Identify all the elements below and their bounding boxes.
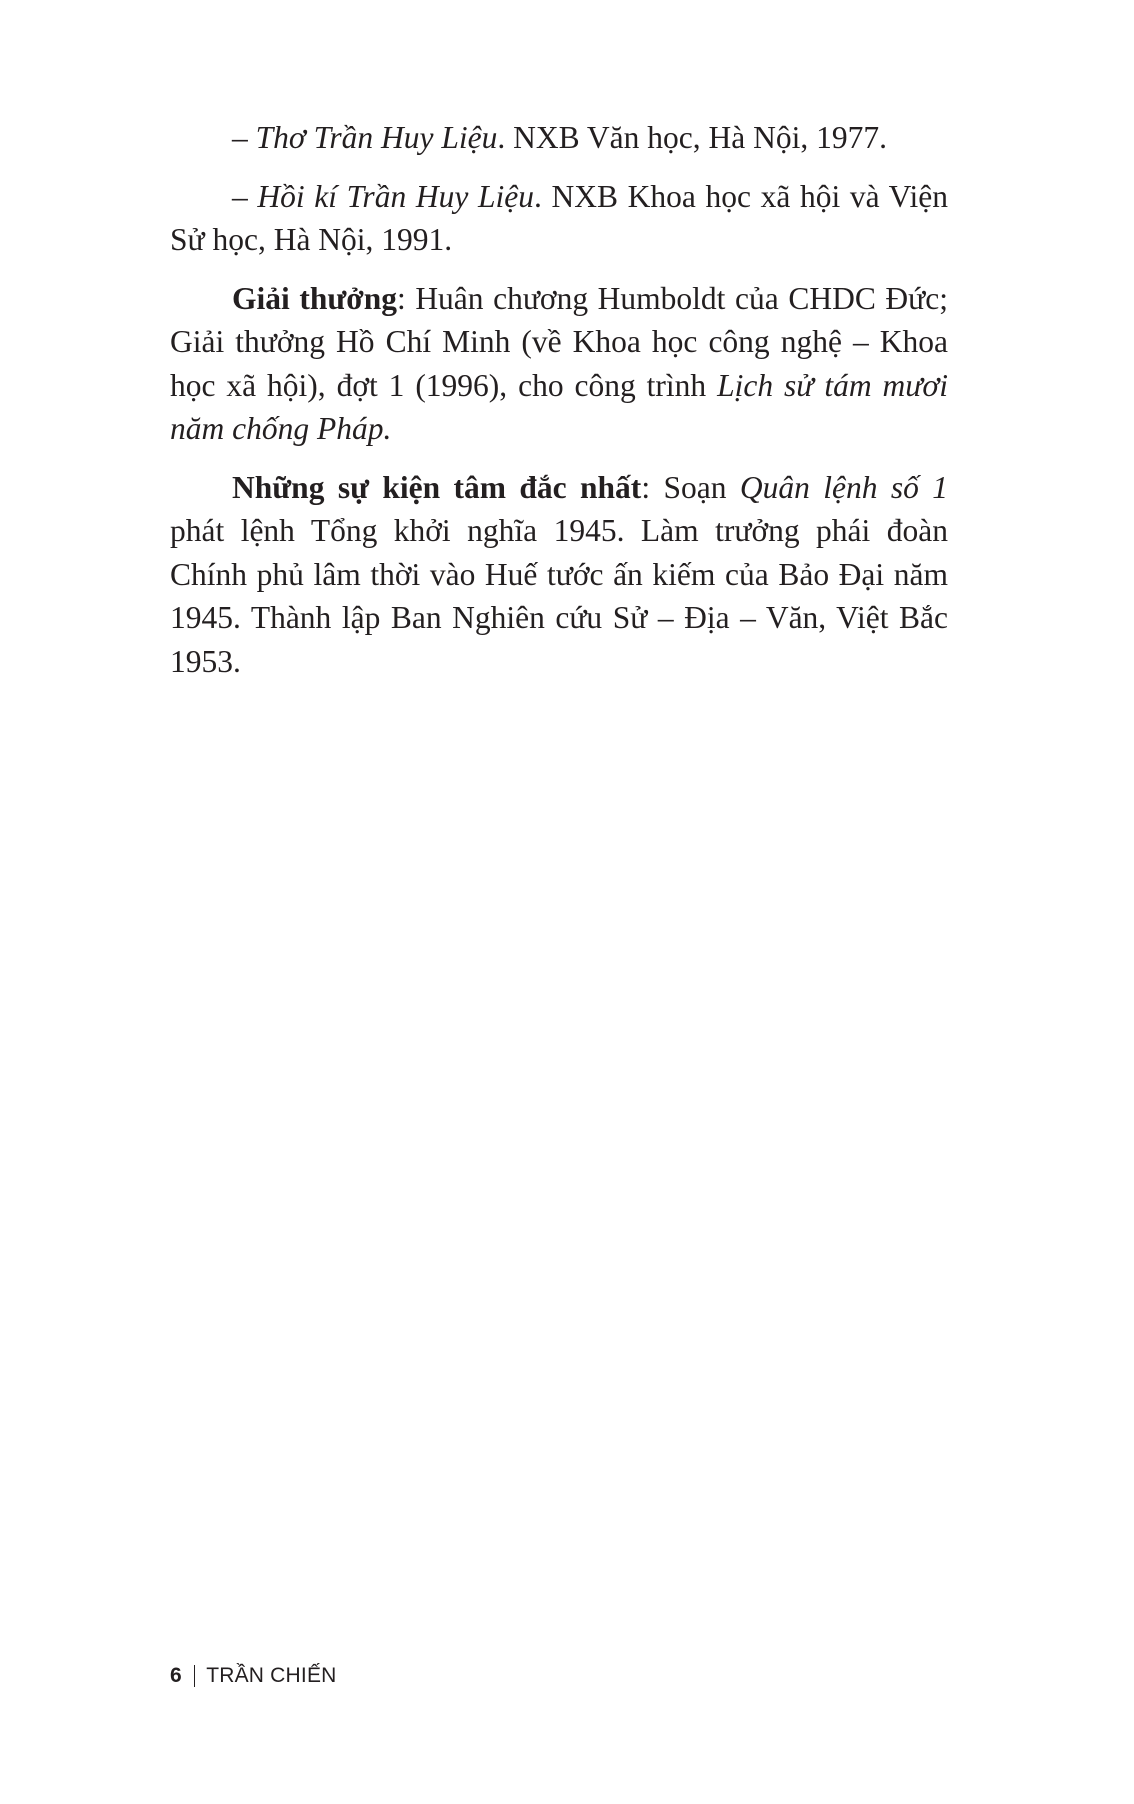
publication-info: . NXB Văn học, Hà Nội, 1977.: [497, 120, 887, 155]
book-title: Hồi kí Trần Huy Liệu: [257, 178, 534, 214]
book-title: Thơ Trần Huy Liệu: [255, 120, 498, 155]
events-label: Những sự kiện tâm đắc nhất: [232, 469, 642, 505]
bibliography-entry-tho: [170, 116, 948, 160]
running-head: TRẦN CHIẾN: [206, 1664, 337, 1687]
footer-separator: [194, 1665, 196, 1687]
publication-info: . NXB Khoa học xã hội và Viện Sử học, Hà Nội, 1991.: [170, 178, 948, 257]
page-footer: [170, 1663, 337, 1689]
bibliography-entry-hoi-ki: [170, 175, 948, 262]
events-text-before: Soạn: [663, 469, 740, 505]
awards-paragraph: [170, 277, 948, 451]
page-body: [170, 116, 948, 698]
awards-text: Huân chương Humboldt của CHDC Đức; Giải thưởng Hồ Chí Minh (về Khoa học công nghệ – Khoa học xã hội), đợt 1 (1996), cho công trình: [170, 280, 948, 403]
awards-label: Giải thưởng: [232, 280, 397, 316]
events-paragraph: [170, 466, 948, 684]
page-number: 6: [170, 1664, 182, 1687]
entry-dash: –: [232, 178, 258, 214]
awards-colon: :: [396, 280, 416, 316]
order-title: Quân lệnh số 1: [739, 469, 948, 505]
events-colon: :: [641, 469, 664, 505]
awarded-work-title: Lịch sử tám mươi năm chống Pháp.: [170, 367, 948, 446]
entry-dash: –: [232, 120, 256, 155]
events-text-after: phát lệnh Tổng khởi nghĩa 1945. Làm trưởng phái đoàn Chính phủ lâm thời vào Huế tước ấn kiếm của Bảo Đại năm 1945. Thành lập Ban Nghiên cứu Sử – Địa – Văn, Việt Bắc 1953.: [170, 513, 948, 679]
